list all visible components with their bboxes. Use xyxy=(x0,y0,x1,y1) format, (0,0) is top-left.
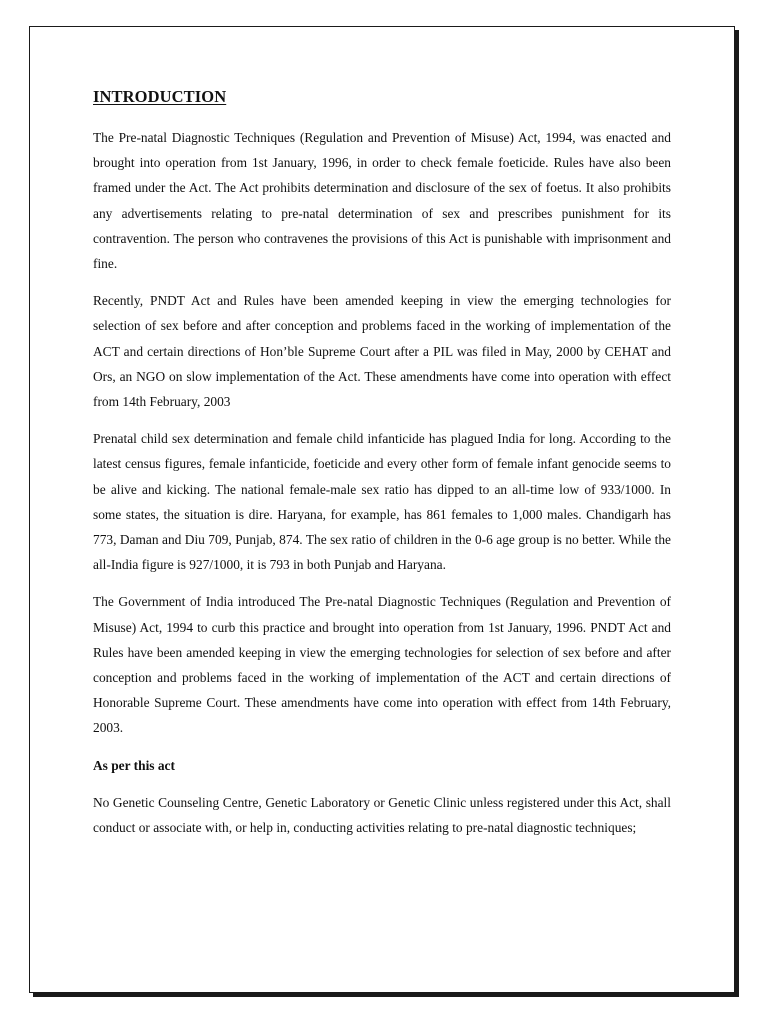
paragraph-3: Prenatal child sex determination and female child infanticide has plagued India for long. According to the latest census figures, female infanticide, foeticide and every other form of female infant genocide seems to be alive and kicking. The national female-male sex ratio has dipped to an all-time low of 933/1000. In some states, the situation is dire. Haryana, for example, has 861 females to 1,000 males. Chandigarh has 773, Daman and Diu 709, Punjab, 874. The sex ratio of children in the 0-6 age group is no better. While the all-India figure is 927/1000, it is 793 in both Punjab and Haryana. xyxy=(93,431,671,573)
paragraph-2: Recently, PNDT Act and Rules have been amended keeping in view the emerging technologies for selection of sex before and after conception and problems faced in the working of implementation of the ACT and certain directions of Hon’ble Supreme Court after a PIL was filed in May, 2000 by CEHAT and Ors, an NGO on slow implementation of the Act. These amendments have come into operation with effect from 14th February, 2003 xyxy=(93,293,671,410)
paragraph-5: No Genetic Counseling Centre, Genetic Laboratory or Genetic Clinic unless registered under this Act, shall conduct or associate with, or help in, conducting activities relating to pre-natal diagnostic techniques; xyxy=(93,794,671,835)
paragraph-1: The Pre-natal Diagnostic Techniques (Regulation and Prevention of Misuse) Act, 1994, was enacted and brought into operation from 1st January, 1996, in order to check female foeticide. Rules have also been framed under the Act. The Act prohibits determination and disclosure of the sex of foetus. It also prohibits any advertisements relating to pre-natal determination of sex and prescribes punishment for its contravention. The person who contravenes the provisions of this Act is punishable with imprisonment and fine. xyxy=(93,130,671,272)
paragraph-4: The Government of India introduced The Pre-natal Diagnostic Techniques (Regulation and Prevention of Misuse) Act, 1994 to curb this practice and brought into operation from 1st January, 1996. PNDT Act and Rules have been amended keeping in view the emerging technologies for selection of sex before and after conception and problems faced in the working of implementation of the ACT and certain directions of Honorable Supreme Court. These amendments have come into operation with effect from 14th February, 2003. xyxy=(93,594,671,736)
document-heading: INTRODUCTION xyxy=(93,87,227,106)
document-body xyxy=(93,87,671,852)
section-subheading: As per this act xyxy=(93,757,175,773)
